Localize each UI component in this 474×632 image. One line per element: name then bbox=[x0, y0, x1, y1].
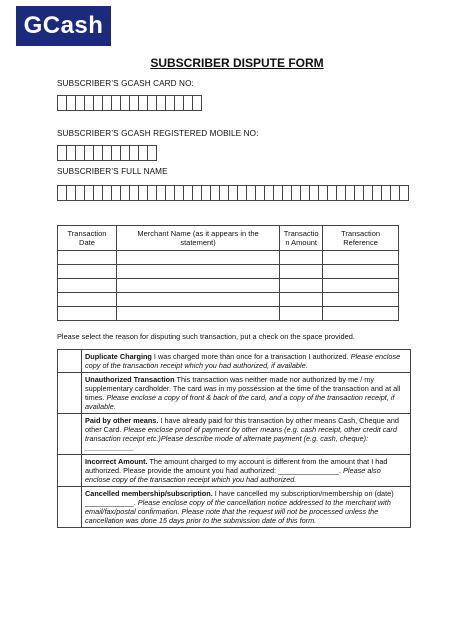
reason-row bbox=[58, 414, 411, 455]
table-cell[interactable] bbox=[280, 293, 323, 307]
table-cell[interactable] bbox=[58, 251, 117, 265]
column-header bbox=[280, 226, 323, 251]
column-header-line: n Amount bbox=[285, 238, 318, 247]
column-header-line: Reference bbox=[343, 238, 378, 247]
reason-title: Paid by other means. bbox=[85, 416, 159, 425]
reason-description: I have cancelled my subscription/membership on (date) ____________. bbox=[85, 489, 394, 507]
table-cell[interactable] bbox=[323, 307, 399, 321]
column-header-line: Transaction bbox=[341, 229, 381, 238]
mobile-no-input[interactable] bbox=[57, 145, 156, 161]
table-cell[interactable] bbox=[280, 307, 323, 321]
reason-instruction: Please enclose copy of the cancellation notice addressed to the merchant with email/fax/postal confirmation. Please note that the request will not be processed unless the cancellation was done 15 days prior to the submission date of this form. bbox=[85, 498, 391, 525]
full-name-input[interactable] bbox=[57, 185, 408, 201]
reason-title: Duplicate Charging bbox=[85, 352, 152, 361]
table-row bbox=[58, 251, 399, 265]
reason-row bbox=[58, 455, 411, 487]
reason-checkbox[interactable] bbox=[58, 414, 82, 455]
reason-row bbox=[58, 373, 411, 414]
column-header-line: Transaction bbox=[67, 229, 107, 238]
reason-description: This transaction was neither made nor authorized by me / my supplementary cardholder. The card was in my possession at the time of the transaction and at all times. bbox=[85, 375, 401, 402]
table-cell[interactable] bbox=[58, 279, 117, 293]
reason-checkbox[interactable] bbox=[58, 487, 82, 528]
reason-title: Unauthorized Transaction bbox=[85, 375, 175, 384]
table-cell[interactable] bbox=[116, 293, 279, 307]
table-cell[interactable] bbox=[280, 251, 323, 265]
table-cell[interactable] bbox=[116, 251, 279, 265]
table-cell[interactable] bbox=[323, 293, 399, 307]
column-header bbox=[116, 226, 279, 251]
mobile-no-label: SUBSCRIBER’S GCASH REGISTERED MOBILE NO: bbox=[57, 129, 259, 138]
reasons-table bbox=[57, 349, 411, 528]
char-box[interactable] bbox=[147, 145, 157, 161]
reason-description: The amount charged to my account is different from the amount that I had authorized. Please provide the amount you had authorized: _______________. bbox=[85, 457, 388, 475]
reason-text bbox=[82, 350, 411, 373]
reason-text bbox=[82, 373, 411, 414]
instruction-text: Please select the reason for disputing such transaction, put a check on the space provided. bbox=[57, 332, 355, 341]
column-header-line: Date bbox=[79, 238, 95, 247]
reason-instruction: Please also enclose copy of the transaction receipt which you had authorized. bbox=[85, 466, 381, 484]
reason-text bbox=[82, 414, 411, 455]
column-header bbox=[323, 226, 399, 251]
reason-title: Incorrect Amount. bbox=[85, 457, 148, 466]
reason-checkbox[interactable] bbox=[58, 373, 82, 414]
reason-description: I was charged more than once for a transaction I authorized. bbox=[151, 352, 351, 361]
transaction-table bbox=[57, 225, 399, 321]
table-cell[interactable] bbox=[116, 265, 279, 279]
table-row bbox=[58, 293, 399, 307]
reason-instruction: Please enclose proof of payment by other means (e.g. cash receipt, other credit card transaction receipt etc.)Please describe mode of alternate payment (e.g. cash, cheque): ____________ bbox=[85, 425, 397, 452]
column-header-line: Transactio bbox=[283, 229, 319, 238]
table-cell[interactable] bbox=[58, 307, 117, 321]
reason-text bbox=[82, 455, 411, 487]
reason-title: Cancelled membership/subscription. bbox=[85, 489, 213, 498]
table-cell[interactable] bbox=[323, 251, 399, 265]
column-header-line: statement) bbox=[180, 238, 216, 247]
reason-row bbox=[58, 487, 411, 528]
reason-description: I have already paid for this transaction by other means Cash, Cheque and other Card. bbox=[85, 416, 399, 434]
table-row bbox=[58, 307, 399, 321]
reason-instruction: Please enclose copy of the transaction receipt which you had authorized, if available. bbox=[85, 352, 401, 370]
gcash-logo: GCash bbox=[16, 6, 111, 46]
table-cell[interactable] bbox=[323, 279, 399, 293]
table-cell[interactable] bbox=[116, 307, 279, 321]
full-name-label: SUBSCRIBER’S FULL NAME bbox=[57, 167, 168, 176]
table-row bbox=[58, 279, 399, 293]
table-cell[interactable] bbox=[323, 265, 399, 279]
table-cell[interactable] bbox=[58, 293, 117, 307]
reason-checkbox[interactable] bbox=[58, 350, 82, 373]
table-cell[interactable] bbox=[280, 265, 323, 279]
column-header-line: Merchant Name (as it appears in the bbox=[137, 229, 259, 238]
column-header bbox=[58, 226, 117, 251]
form-title: SUBSCRIBER DISPUTE FORM bbox=[150, 56, 324, 70]
table-cell[interactable] bbox=[58, 265, 117, 279]
table-cell[interactable] bbox=[116, 279, 279, 293]
reason-text bbox=[82, 487, 411, 528]
char-box[interactable] bbox=[192, 95, 202, 111]
reason-row bbox=[58, 350, 411, 373]
table-cell[interactable] bbox=[280, 279, 323, 293]
char-box[interactable] bbox=[399, 185, 409, 201]
reason-instruction: Please enclose a copy of front & back of the card, and a copy of the transaction receipt, if available. bbox=[85, 393, 395, 411]
table-header-row bbox=[58, 226, 399, 251]
table-row bbox=[58, 265, 399, 279]
card-no-input[interactable] bbox=[57, 95, 201, 111]
card-no-label: SUBSCRIBER’S GCASH CARD NO: bbox=[57, 79, 194, 88]
reason-checkbox[interactable] bbox=[58, 455, 82, 487]
